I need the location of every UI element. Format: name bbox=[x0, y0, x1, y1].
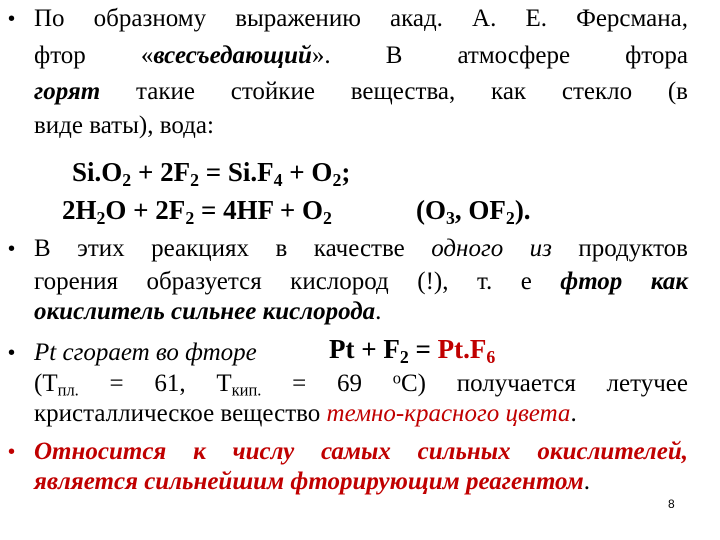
text-line: По образному выражению акад. А. Е. Ферсмана, bbox=[34, 5, 688, 32]
equation-note: ($O_3$, $OF_2$). bbox=[416, 195, 531, 228]
text-line: ($T_{пл.} = 61$, $T_{кип.} = 69$ $^o$C) получается летучее bbox=[34, 368, 688, 400]
text-line: кристаллическое вещество темно-красного цвета. bbox=[34, 400, 577, 427]
text-line: фтор «всесъедающий». В атмосфере фтора bbox=[34, 42, 688, 69]
text-line: горят такие стойкие вещества, как стекло (в bbox=[34, 78, 688, 105]
emphasis-phrase: фтор как bbox=[560, 268, 688, 295]
equation-pt: $Pt + F_2 = Pt.F_6$ bbox=[329, 334, 496, 367]
color-description: темно-красного цвета bbox=[326, 400, 571, 427]
bullet-dot: • bbox=[8, 441, 16, 463]
text-line: горения образуется кислород (!), т. е фтор как bbox=[34, 268, 688, 295]
text-line: окислитель сильнее кислорода. bbox=[34, 298, 382, 325]
emphasis-phrase: одного из bbox=[431, 235, 552, 262]
text-line: является сильнейшим фторирующим реагентом. bbox=[34, 468, 590, 495]
text-line: Pt сгорает во фторе bbox=[34, 339, 257, 366]
quote-term: всесъедающий bbox=[153, 42, 312, 69]
emphasis-word: горят bbox=[34, 78, 101, 105]
bullet-dot: • bbox=[8, 238, 16, 260]
bullet-dot: • bbox=[8, 8, 16, 30]
text-line: Относится к числу самых сильных окислителей, bbox=[34, 438, 688, 465]
text-line: виде ваты), вода: bbox=[34, 112, 214, 139]
page-number: 8 bbox=[668, 497, 675, 511]
bullet-dot: • bbox=[8, 342, 16, 364]
product-formula: Pt.F bbox=[437, 334, 487, 364]
emphasis-phrase: является сильнейшим фторирующим реагентом bbox=[34, 468, 584, 495]
emphasis-phrase: окислитель сильнее кислорода bbox=[34, 298, 376, 325]
equation-water: $2H_2O + 2F_2 = 4HF + O_2$ bbox=[62, 195, 332, 228]
equation-si-o2: $Si.O_2 + 2F_2 = Si.F_4 + O_2$; bbox=[72, 157, 351, 190]
text-line: В этих реакциях в качестве одного из продуктов bbox=[34, 235, 688, 262]
